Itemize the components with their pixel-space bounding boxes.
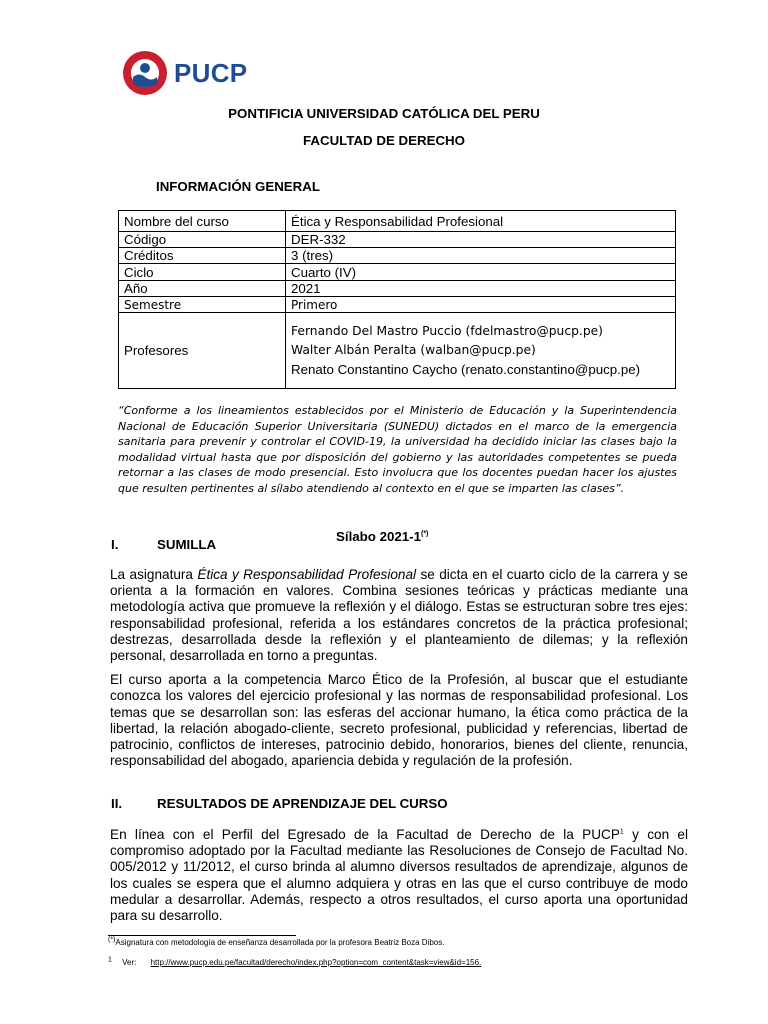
syllabus-title (336, 529, 428, 544)
row-label: Código (119, 232, 286, 248)
footnote-label: Ver: (122, 958, 137, 967)
pucp-logo (122, 50, 247, 96)
logo-text: PUCP (174, 57, 248, 88)
row-value: DER-332 (286, 232, 676, 248)
table-row (119, 211, 676, 232)
paragraph: El curso aporta a la competencia Marco Ético de la Profesión, al buscar que el estudiante conozca los valores del ejercicio profesional y las normas de responsabilidad profesional. Los temas que se desarrollan son: las esferas del accionar humano, la ética como práctica de la libertad, la relación abogado-cliente, secreto profesional, publicidad y referencias, libertad de patrocinio, conflictos de intereses, patrocinio debido, honorarios, bienes del cliente, renuncia, responsabilidad del abogado, apariencia debida y regulación de la profesión. (110, 672, 688, 769)
row-value: 3 (tres) (286, 248, 676, 264)
syllabus-footnote-mark: (*) (421, 530, 429, 538)
university-name: PONTIFICIA UNIVERSIDAD CATÓLICA DEL PERU (228, 106, 540, 121)
pucp-seal-icon (122, 50, 168, 96)
row-label: Año (119, 281, 286, 297)
table-row (119, 297, 676, 313)
section-body (110, 827, 688, 932)
professor-name: Renato Constantino Caycho (renato.constantino@pucp.pe) (291, 362, 641, 377)
footnote (108, 938, 444, 947)
footnote-divider (108, 935, 296, 936)
row-label: Nombre del curso (119, 211, 286, 232)
footnote-text: Asignatura con metodología de enseñanza desarrollada por la profesora Beatriz Boza Dibos. (115, 938, 445, 947)
table-row (119, 264, 676, 281)
section-title: SUMILLA (157, 537, 217, 552)
paragraph (110, 567, 688, 664)
paragraph-text: La asignatura (110, 567, 198, 582)
footnote-link[interactable]: http://www.pucp.edu.pe/facultad/derecho/index.php?option=com_content&task=view&id=156. (150, 958, 482, 967)
course-name: Ética y Responsabilidad Profesional (197, 567, 417, 582)
table-row (119, 281, 676, 297)
table-row (119, 232, 676, 248)
professors-label: Profesores (119, 313, 286, 389)
table-row-professors (119, 313, 676, 389)
faculty-name: FACULTAD DE DERECHO (302, 133, 466, 148)
professor-name: Walter Albán Peralta (walban@pucp.pe) (291, 343, 536, 357)
syllabus-title-text: Sílabo 2021-1 (336, 529, 421, 544)
row-value: Cuarto (IV) (286, 264, 676, 281)
section-number: I. (111, 537, 119, 552)
footnote-ref: 1 (619, 828, 624, 836)
professor-name: Fernando Del Mastro Puccio (fdelmastro@pucp.pe) (291, 324, 603, 338)
row-value: Primero (286, 297, 676, 313)
covid-notice: “Conforme a los lineamientos establecidos por el Ministerio de Educación y la Superintendencia Nacional de Educación Superior Universitaria (SUNEDU) dictados en el marco de la emergencia sanitaria para prevenir y controlar el COVID-19, la universidad ha decidido iniciar las clases bajo la modalidad virtual hasta que por disposición del gobierno y las autoridades competentes se pueda retornar a las clases de modo presencial. Esto involucra que los docentes puedan hacer los ajustes que resulten pertinentes al sílabo atendiendo al contexto en el que se imparten las clases”. (118, 404, 677, 495)
section-title: RESULTADOS DE APRENDIZAJE DEL CURSO (157, 796, 448, 811)
professors-list (286, 313, 676, 389)
paragraph-text: En línea con el Perfil del Egresado de la Facultad de Derecho de la PUCP (110, 827, 620, 842)
course-info-table (118, 210, 676, 389)
section-body (110, 567, 688, 777)
table-row (119, 248, 676, 264)
row-label: Semestre (119, 297, 286, 313)
section-number: II. (111, 796, 123, 811)
paragraph-text: y con el compromiso adoptado por la Facultad mediante las Resoluciones de Consejo de Facultad No. 005/2012 y 11/2012, el curso brinda al alumno diversos resultados de aprendizaje, algunos de los cuales se espera que el alumno adquiera y otras en las que el curso contribuye de modo medular a desarrollar. Además, respecto a otros resultados, el curso aporta una oportunidad para su desarrollo. (110, 827, 689, 924)
footnote (108, 958, 481, 967)
general-info-title: INFORMACIÓN GENERAL (156, 179, 320, 194)
row-label: Ciclo (119, 264, 286, 281)
paragraph (110, 827, 688, 924)
paragraph-text: se dicta en el cuarto ciclo de la carrera y se orienta a la formación en valores. Combina sesiones teóricas y prácticas mediante una metodología activa que promueve la reflexión y el diálogo. Estas se estructuran sobre tres ejes: responsabilidad profesional, referida a los estándares concretos de la práctica profesional; destrezas, desarrollada desde la reflexión y el planteamiento de dilemas; y la reflexión personal, desarrollada en torno a preguntas. (110, 567, 688, 664)
footnote-mark: (*) (108, 936, 116, 944)
row-value: 2021 (286, 281, 676, 297)
row-value: Ética y Responsabilidad Profesional (286, 211, 676, 232)
row-label: Créditos (119, 248, 286, 264)
footnote-mark: 1 (108, 956, 112, 964)
